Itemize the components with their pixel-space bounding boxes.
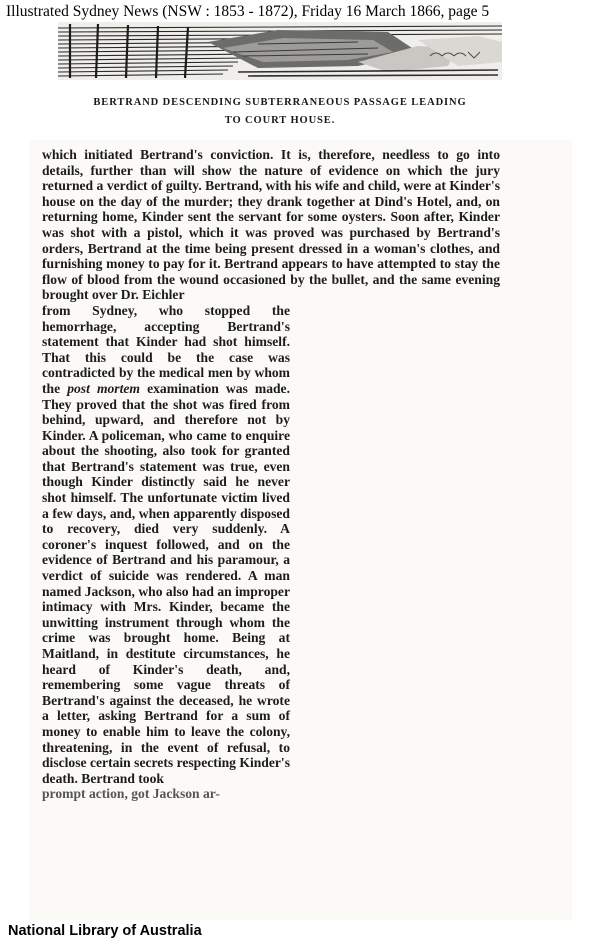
article-full-width-paragraph: which initiated Bertrand's conviction. It is, therefore, needless to go into details, further than will show the nature of evidence on which the jury returned a verdict of guilty. Bertrand, with his wife and child, were at Kinder's house on the day of the murder; they drank together at Dind's Hotel, and, on returning home, Kinder sent the servant for some oysters. Soon after, Kinder was shot with a pistol, which it was proved was purchased by Bertrand's orders, Bertrand at the time being present dressed in a woman's clothes, and furnishing money to pay for it. Bertrand appears to have attempted to stay the flow of blood from the wound occasioned by the bullet, and the same evening brought over Dr. Eichler	[42, 147, 500, 303]
footer-credit: National Library of Australia	[8, 923, 202, 939]
caption-line-1: BERTRAND DESCENDING SUBTERRANEOUS PASSAGE LEADING	[93, 97, 467, 108]
article-italic-term: post mortem	[67, 380, 140, 396]
illustration-caption	[52, 94, 508, 130]
article-column-text-2: examination was made. They proved that the shot was fired from behind, upward, and therefore not by Kinder. A policeman, who came to enquire about the shooting, also took for granted that Bertrand's statement was true, even though Kinder distinctly said he never shot himself. The unfortunate victim lived a few days, and, when apparently disposed to recovery, died very suddenly. A coroner's inquest followed, and on the evidence of Bertrand and his paramour, a verdict of suicide was rendered. A man named Jackson, who also had an improper intimacy with Mrs. Kinder, became the unwitting instrument through whom the crime was brought home. Being at Maitland, in destitute circumstances, he heard of Kinder's death, and, remembering some vague threats of Bertrand's against the deceased, he wrote a letter, asking Bertrand for a sum of money to enable him to leave the colony, threatening, in the event of refusal, to disclose certain secrets respecting Kinder's death. Bertrand took	[42, 380, 290, 786]
article-column-text-1: from Sydney, who stopped the hemorrhage, accepting Bertrand's statement that Kinder had shot himself. That this could be the case was contradicted by the medical men by whom the	[42, 302, 290, 396]
article-column-paragraph	[42, 303, 290, 786]
engraving-illustration	[58, 22, 502, 80]
source-citation: Illustrated Sydney News (NSW : 1853 - 1872), Friday 16 March 1866, page 5	[6, 3, 490, 20]
engraving-image	[58, 22, 502, 80]
caption-line-2: TO COURT HOUSE.	[224, 115, 336, 126]
article-body	[42, 147, 502, 920]
article-cutoff-line: prompt action, got Jackson ar-	[42, 786, 220, 802]
